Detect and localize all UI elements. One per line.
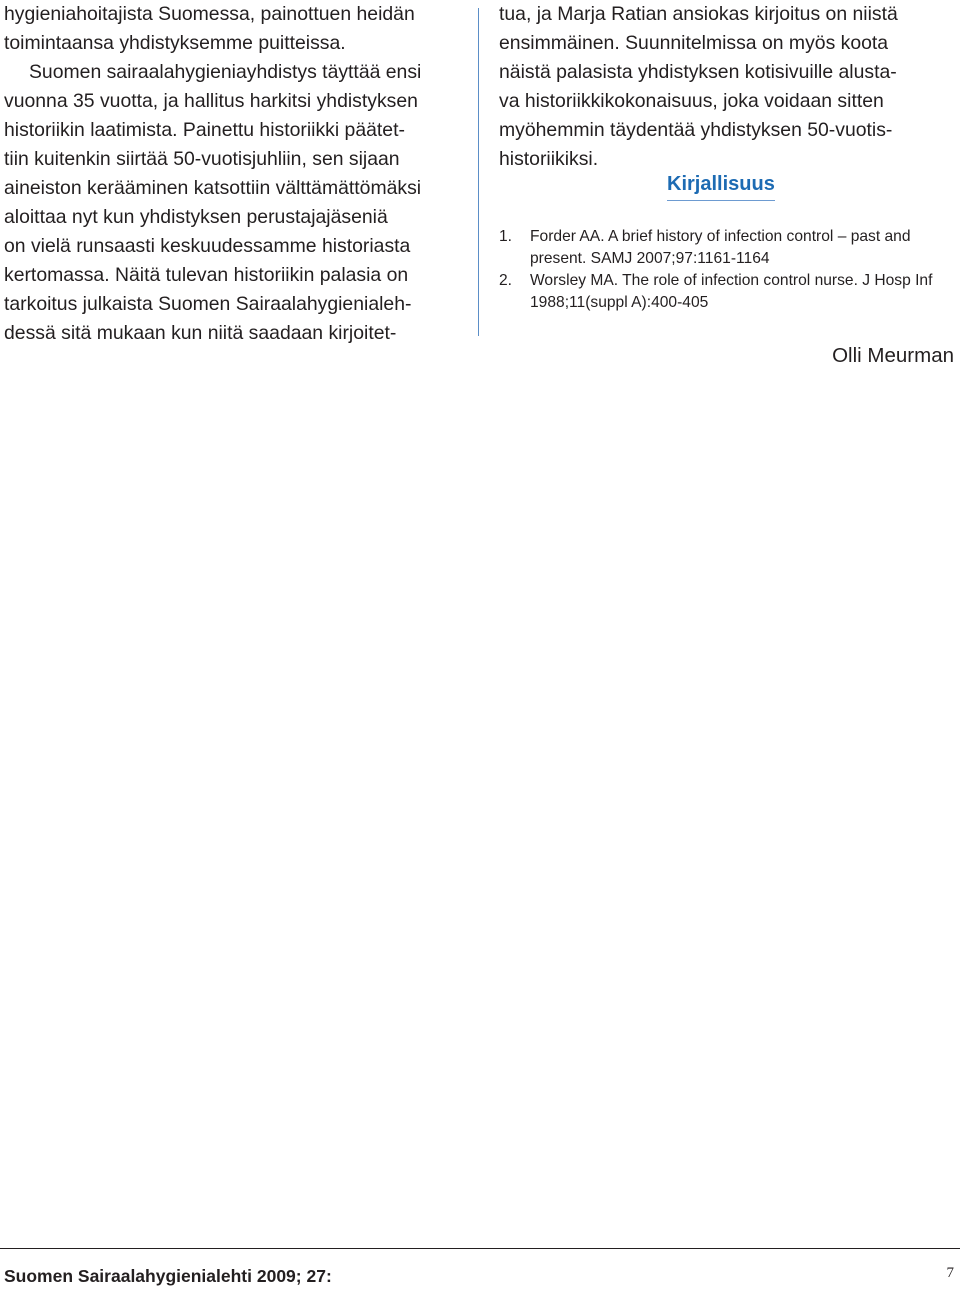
references-list xyxy=(499,226,955,314)
text-line xyxy=(4,261,458,290)
text-line xyxy=(4,145,458,174)
text-line-content: va historiikkikokonaisuus, joka voidaan sitten xyxy=(499,90,884,112)
reference-text: Worsley MA. The role of infection control nurse. J Hosp Inf 1988;11(suppl A):400-405 xyxy=(530,272,933,311)
text-line-content: kertomassa. Näitä tulevan historiikin palasia on xyxy=(4,264,409,286)
text-line xyxy=(499,87,954,116)
text-line xyxy=(4,203,458,232)
text-line-content: myöhemmin täydentää yhdistyksen 50-vuotis- xyxy=(499,119,893,141)
right-column xyxy=(499,0,954,174)
text-line xyxy=(499,0,954,29)
footer-journal-title: Suomen Sairaalahygienialehti 2009; 27: xyxy=(4,1266,332,1286)
text-line xyxy=(4,319,458,348)
page-number: 7 xyxy=(946,1265,954,1281)
text-line xyxy=(4,87,458,116)
text-line-content: toimintaansa yhdistyksemme puitteissa. xyxy=(4,32,346,54)
paragraph-first-line xyxy=(4,58,458,87)
reference-number: 2. xyxy=(499,272,513,289)
text-line xyxy=(4,0,458,29)
text-line xyxy=(4,174,458,203)
text-line-content: historiikin laatimista. Painettu historiikki päätet- xyxy=(4,119,405,141)
text-line-content: näistä palasista yhdistyksen kotisivuille alusta- xyxy=(499,61,897,83)
text-line xyxy=(4,116,458,145)
text-line-content: historiikiksi. xyxy=(499,148,599,170)
text-line xyxy=(4,232,458,261)
reference-number: 1. xyxy=(499,228,513,245)
text-line-content: ensimmäinen. Suunnitelmissa on myös koota xyxy=(499,32,889,54)
text-line-content: on vielä runsaasti keskuudessamme historiasta xyxy=(4,235,411,257)
reference-text: Forder AA. A brief history of infection control – past and present. SAMJ 2007;97:1161-1164 xyxy=(530,228,911,267)
text-line-content: Suomen sairaalahygieniayhdistys täyttää ensi xyxy=(29,61,422,83)
text-line xyxy=(499,145,954,174)
footer-rule xyxy=(0,1248,960,1249)
text-line-content: hygieniahoitajista Suomessa, painottuen heidän xyxy=(4,3,415,25)
text-line-content: dessä sitä mukaan kun niitä saadaan kirjoitet- xyxy=(4,322,397,344)
reference-item xyxy=(499,270,955,314)
text-line-content: tarkoitus julkaista Suomen Sairaalahygienialeh- xyxy=(4,293,412,315)
author-signature: Olli Meurman xyxy=(832,344,954,367)
text-line-content: aineiston kerääminen katsottiin välttämättömäksi xyxy=(4,177,422,199)
text-line xyxy=(4,290,458,319)
references-heading: Kirjallisuus xyxy=(667,171,775,201)
column-divider xyxy=(478,8,479,336)
reference-item xyxy=(499,226,955,270)
text-line-content: vuonna 35 vuotta, ja hallitus harkitsi yhdistyksen xyxy=(4,90,418,112)
left-column xyxy=(4,0,458,348)
text-line xyxy=(499,116,954,145)
text-line xyxy=(499,58,954,87)
text-line-content: tiin kuitenkin siirtää 50-vuotisjuhliin, sen sijaan xyxy=(4,148,400,170)
text-line xyxy=(499,29,954,58)
text-line-content: tua, ja Marja Ratian ansiokas kirjoitus on niistä xyxy=(499,3,898,25)
text-line-content: aloittaa nyt kun yhdistyksen perustajajäseniä xyxy=(4,206,388,228)
text-line xyxy=(4,29,458,58)
